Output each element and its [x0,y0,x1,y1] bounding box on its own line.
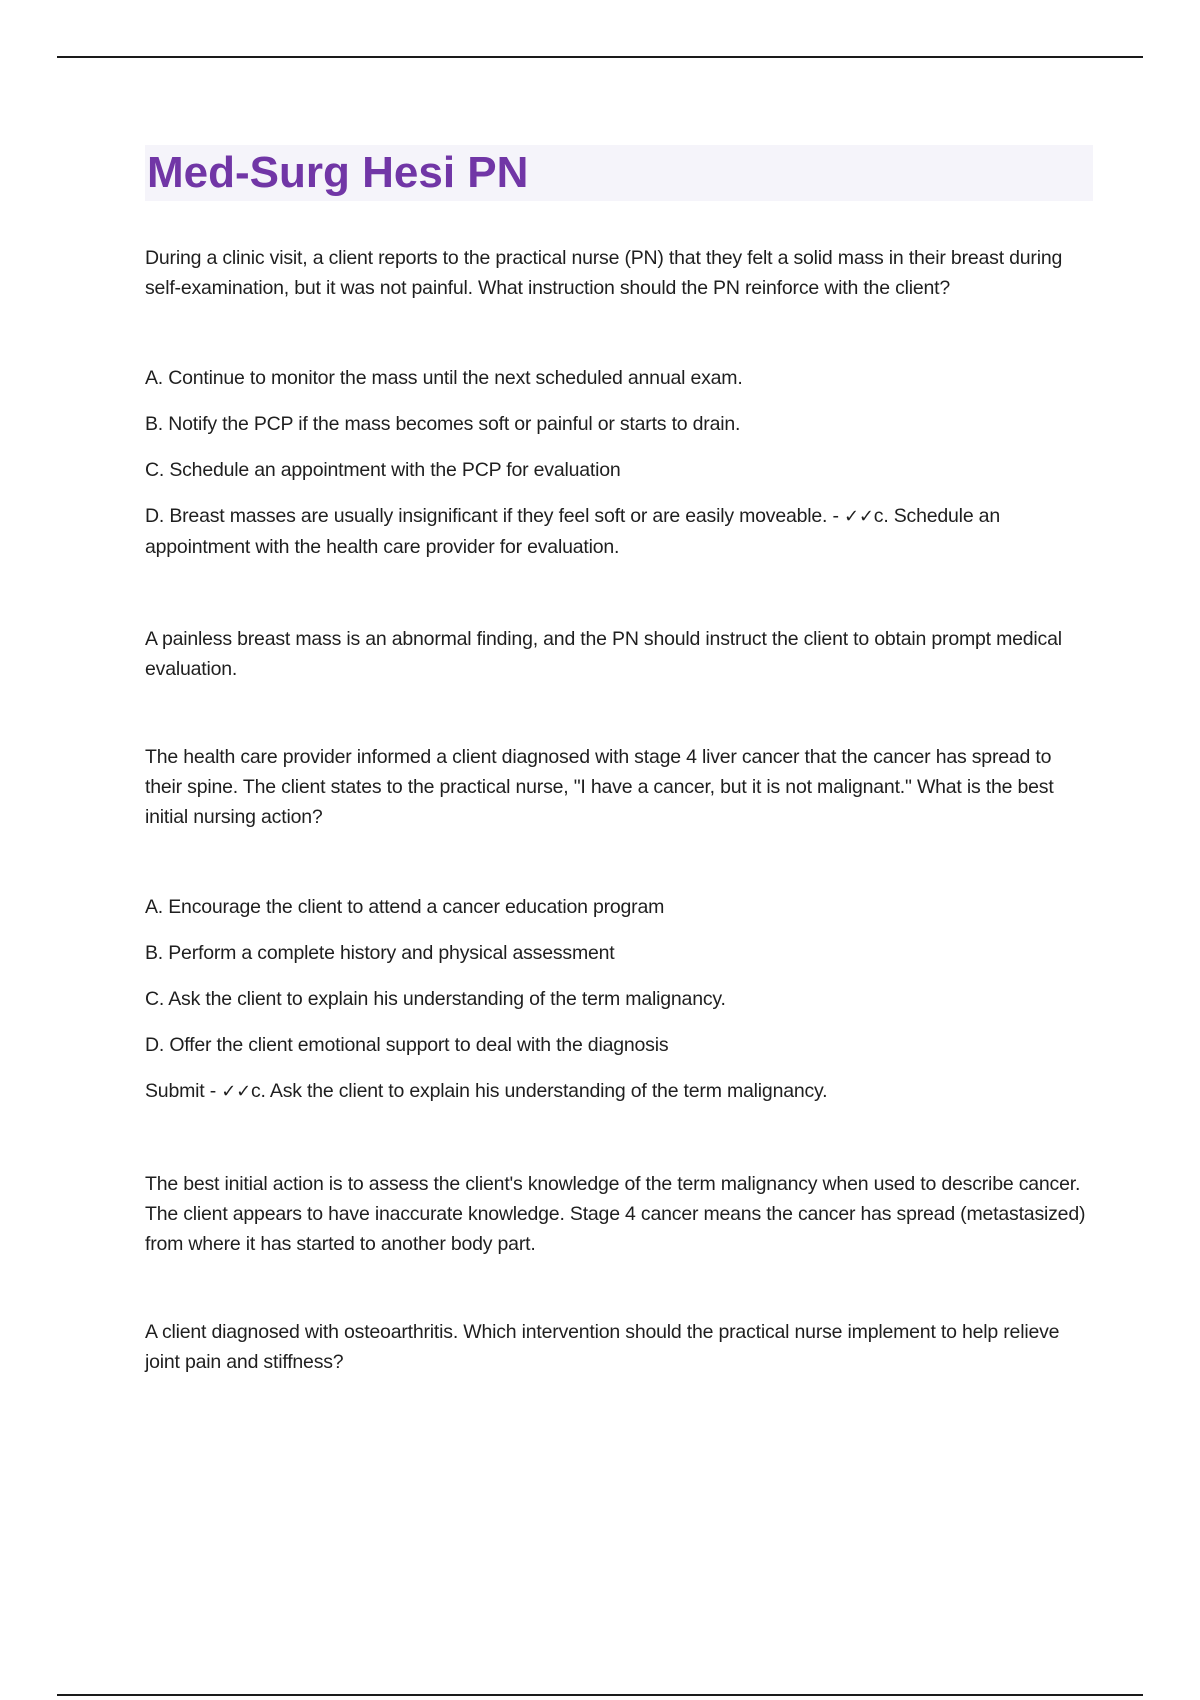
answer-option-c: C. Schedule an appointment with the PCP for evaluation [145,459,621,481]
answer-option-b: B. Notify the PCP if the mass becomes soft or painful or starts to drain. [145,413,741,435]
submit-answer-line [145,1076,1093,1107]
question-block-2 [145,742,1093,1259]
rationale: The best initial action is to assess the client's knowledge of the term malignancy when used to describe cancer. The client appears to have inaccurate knowledge. Stage 4 cancer means the cancer has spread (metastasized) from where it has started to another body part. [145,1173,1086,1255]
answer-option-d-with-answer [145,501,1093,562]
rationale: A painless breast mass is an abnormal finding, and the PN should instruct the client to obtain prompt medical evaluation. [145,628,1062,680]
document-body [145,145,1093,1377]
correct-answer: c. Schedule an appointment with the health care provider for evaluation. [145,505,1000,558]
answer-option-c: C. Ask the client to explain his understanding of the term malignancy. [145,988,726,1010]
answer-option-a: A. Continue to monitor the mass until the next scheduled annual exam. [145,367,743,389]
question-stem: The health care provider informed a client diagnosed with stage 4 liver cancer that the cancer has spread to their spine. The client states to the practical nurse, "I have a cancer, but it is not malignant." What is the best initial nursing action? [145,746,1054,828]
question-block-1 [145,243,1093,684]
correct-answer: c. Ask the client to explain his understanding of the term malignancy. [251,1080,828,1102]
question-block-3 [145,1317,1093,1377]
check-mark-icon: ✓✓ [844,506,874,527]
question-stem: A client diagnosed with osteoarthritis. Which intervention should the practical nurse implement to help relieve joint pain and stiffness? [145,1321,1060,1373]
check-mark-icon: ✓✓ [221,1081,251,1102]
top-rule [57,56,1143,58]
title-bar [145,145,1093,201]
page-title: Med-Surg Hesi PN [147,148,529,197]
submit-label: Submit - [145,1080,222,1102]
question-stem: During a clinic visit, a client reports to the practical nurse (PN) that they felt a solid mass in their breast during self-examination, but it was not painful. What instruction should the PN reinforce with the client? [145,247,1063,299]
answer-option-d: D. Offer the client emotional support to deal with the diagnosis [145,1034,669,1056]
bottom-rule [57,1694,1143,1696]
answer-option-d: D. Breast masses are usually insignificant if they feel soft or are easily moveable. - [145,505,844,527]
answer-option-a: A. Encourage the client to attend a cancer education program [145,896,665,918]
answer-option-b: B. Perform a complete history and physical assessment [145,942,615,964]
